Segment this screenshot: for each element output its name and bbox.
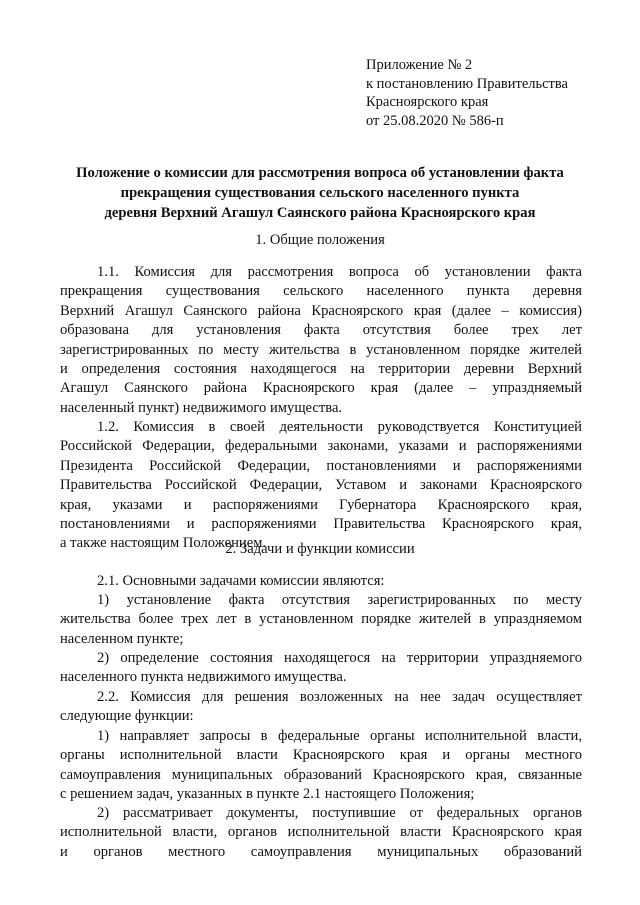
paragraph-1-1 xyxy=(60,263,582,418)
text-line: 1.1. Комиссия для рассмотрения вопроса об установлении факта xyxy=(97,264,582,280)
appendix-line: к постановлению Правительства xyxy=(366,75,568,92)
text-line: 2.1. Основными задачами комиссии являются: xyxy=(97,573,385,589)
text-line: с решением задач, указанных в пункте 2.1 настоящего Положения; xyxy=(60,786,475,803)
text-line: 1) установление факта отсутствия зарегистрированных по месту xyxy=(97,592,582,608)
text-line: Российской Федерации, федеральными законами, указами и распоряжениями xyxy=(60,438,582,455)
text-line: населенный пункт) недвижимого имущества. xyxy=(60,399,343,416)
text-line: края, указами и распоряжениями Губернатора Красноярского края, xyxy=(60,496,582,513)
appendix-line: от 25.08.2020 № 586-п xyxy=(366,112,504,129)
text-line: и органов местного самоуправления муниципальных образований xyxy=(60,843,582,860)
text-line: постановлениями и распоряжениями Правительства Красноярского края, xyxy=(60,515,582,532)
text-line: жительства более трех лет в установленном порядке жителей в упраздняемом xyxy=(60,611,582,628)
paragraph-2-1-2 xyxy=(60,649,582,688)
text-line: исполнительной власти, органов исполнительной власти Красноярского края xyxy=(60,824,582,841)
title-line: прекращения существования сельского населенного пункта xyxy=(120,185,520,201)
text-line: 1.2. Комиссия в своей деятельности руководствуется Конституцией xyxy=(97,419,582,435)
paragraph-1-2 xyxy=(60,418,582,554)
text-line: самоуправления муниципальных образований Красноярского края, связанные xyxy=(60,766,582,783)
text-line: 2.2. Комиссия для решения возложенных на нее задач осуществляет xyxy=(97,689,582,705)
text-line: прекращения существования сельского населенного пункта деревня xyxy=(60,283,582,300)
text-line: Президента Российской Федерации, постановлениями и распоряжениями xyxy=(60,457,582,474)
document-title xyxy=(60,163,580,223)
paragraph-2-1-1 xyxy=(60,591,582,649)
text-line: следующие функции: xyxy=(60,708,194,725)
paragraph-2-2-1 xyxy=(60,727,582,805)
appendix-line: Красноярского края xyxy=(366,94,489,110)
appendix-line: Приложение № 2 xyxy=(366,57,473,73)
text-line: Правительства Российской Федерации, Уставом и законами Красноярского xyxy=(60,477,582,494)
appendix-block xyxy=(366,56,568,130)
text-line: населенном пункте; xyxy=(60,630,184,647)
paragraph-2-1 xyxy=(60,572,582,591)
section-1-heading: 1. Общие положения xyxy=(255,232,385,248)
text-line: образована для установления факта отсутствия более трех лет xyxy=(60,322,582,339)
section-2-heading: 2. Задачи и функции комиссии xyxy=(225,541,415,557)
title-line: Положение о комиссии для рассмотрения вопроса об установлении факта xyxy=(76,165,564,181)
text-line: и определения состояния находящегося на территории деревни Верхний xyxy=(60,360,582,377)
text-line: населенного пункта недвижимого имущества. xyxy=(60,669,347,686)
paragraph-2-2 xyxy=(60,688,582,727)
text-line: 2) определение состояния находящегося на территории упраздняемого xyxy=(97,650,582,666)
text-line: Верхний Агашул Саянского района Красноярского края (далее – комиссия) xyxy=(60,302,582,319)
text-line: а также настоящим Положением. xyxy=(60,535,267,552)
text-line: 1) направляет запросы в федеральные органы исполнительной власти, xyxy=(97,728,582,744)
text-line: зарегистрированных по месту жительства в установленном порядке жителей xyxy=(60,341,582,358)
text-line: 2) рассматривает документы, поступившие от федеральных органов xyxy=(97,805,582,821)
paragraph-2-2-2 xyxy=(60,804,582,862)
text-line: Агашул Саянского района Красноярского края (далее – упраздняемый xyxy=(60,380,582,397)
text-line: органы исполнительной власти Красноярского края и органы местного xyxy=(60,747,582,764)
title-line: деревня Верхний Агашул Саянского района Красноярского края xyxy=(104,205,536,221)
